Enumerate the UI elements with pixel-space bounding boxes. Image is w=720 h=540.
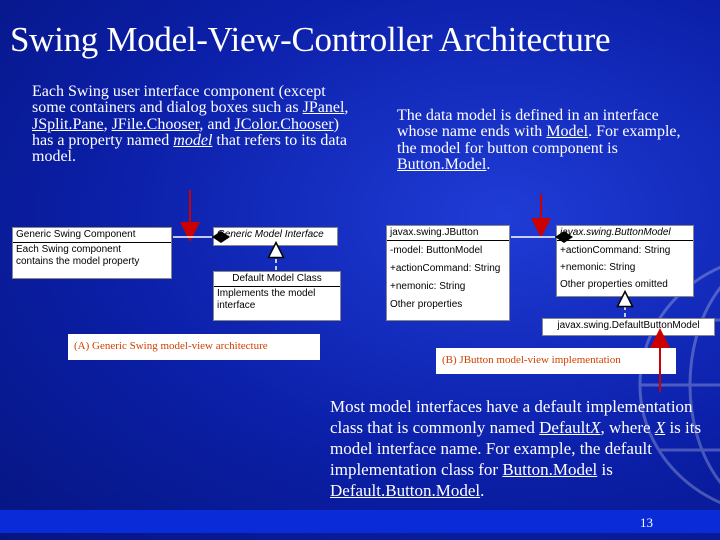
jpanel-link: JPanel [302,99,345,117]
jsplitpane-link: JSplit.Pane [32,115,104,133]
x-term: X [654,418,666,437]
jfilechooser-link: JFile.Chooser [111,115,200,133]
jbutton-row-nemonic: +nemonic: String [390,281,466,292]
caption-a: (A) Generic Swing model-view architecture [68,334,320,360]
buttonmodel-header: javax.swing.ButtonModel [557,226,693,241]
generic-model-interface-header: Generic Model Interface [217,229,324,240]
default-model-desc-2: interface [217,300,256,311]
jbutton-row-actioncommand: +actionCommand: String [390,263,501,274]
defaultbuttonmodel-term: Default.Button.Model [330,481,481,500]
default-model-desc-1: Implements the model [217,288,316,299]
slide-title: Swing Model-View-Controller Architecture [10,20,611,59]
generic-swing-component-header: Generic Swing Component [13,228,171,243]
generic-component-desc-1: Each Swing component [16,244,122,255]
bottom-bar [0,510,720,533]
buttonmodel-row-actioncommand: +actionCommand: String [560,245,671,256]
right-paragraph: The data model is defined in an interface whose name ends with Model. For example, the model for button component is Button.Model. [397,107,681,173]
buttonmodel-term: Button.Model [397,155,487,173]
bottom-paragraph: Most model interfaces have a default implementation class that is commonly named DefaultX, where X is its model interface name. For example, the default implementation class for Button.Model is Default.Button.Model. [330,397,702,500]
model-term: model [173,131,213,149]
defaultbuttonmodel-header: javax.swing.DefaultButtonModel [557,320,700,331]
buttonmodel-row-nemonic: +nemonic: String [560,262,636,273]
left-paragraph: Each Swing user interface component (except some containers and dialog boxes such as JPanel, JSplit.Pane, JFile.Chooser, and JColor.Chooser) has a property named model that refers to its data model. [32,83,349,166]
buttonmodel-row-other: Other properties omitted [560,279,668,290]
generic-component-desc-2: contains the model property [16,256,140,267]
page-number: 13 [640,515,653,530]
jbutton-header: javax.swing.JButton [387,226,509,241]
buttonmodel-term-bottom: Button.Model [502,460,598,479]
jbutton-row-model: -model: ButtonModel [390,245,483,256]
caption-b: (B) JButton model-view implementation [436,348,676,374]
jbutton-row-other: Other properties [390,299,463,310]
jcolorchooser-link: JColor.Chooser [234,115,334,133]
default-x-term: DefaultX [539,418,601,437]
model-suffix: Model [546,123,589,141]
default-model-class-header: Default Model Class [214,272,340,287]
